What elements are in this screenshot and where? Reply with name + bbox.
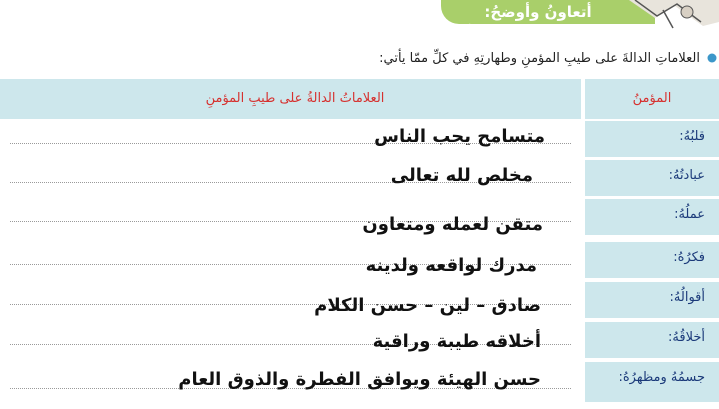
row-label-sayings	[585, 282, 719, 318]
header-signs-text: العلاماتُ الدالةُ على طيبِ المؤمنِ	[205, 91, 385, 106]
bullet-icon	[706, 52, 718, 64]
row-label-thought	[585, 242, 719, 278]
row-label-morals	[585, 322, 719, 358]
row-label-work	[585, 199, 719, 235]
header-believer-text: المؤمنُ	[632, 91, 672, 106]
row-label-text: أخلاقُهُ:	[668, 330, 705, 345]
row-label-heart	[585, 121, 719, 157]
answer-text: حسن الهيئة ويوافق الفطرة والذوق العام	[178, 369, 541, 390]
answer-row	[0, 242, 581, 278]
instruction-text: العلاماتِ الدالةَ على طيبِ المؤمنِ وطهارتِهِ في كلِّ ممّا يأتي:	[379, 51, 700, 66]
answer-row	[0, 322, 581, 358]
answer-text: صادق – لين – حسن الكلام	[314, 295, 541, 316]
header-cell-believer	[585, 79, 719, 119]
column-divider	[581, 79, 585, 409]
answer-row	[0, 362, 581, 402]
answer-text: متقن لعمله ومتعاون	[362, 214, 543, 235]
row-label-text: قلبُهُ:	[679, 129, 705, 144]
answer-row	[0, 160, 581, 196]
answer-text: متسامح يحب الناس	[374, 126, 545, 147]
row-label-body	[585, 362, 719, 402]
answer-row	[0, 282, 581, 318]
row-label-text: أقوالُهُ:	[669, 290, 705, 305]
signs-table	[0, 79, 719, 409]
row-label-text: فكرُهُ:	[673, 250, 705, 265]
header-cell-signs	[0, 79, 581, 119]
answer-text: مخلص لله تعالى	[390, 165, 533, 186]
answer-text: أخلاقه طيبة وراقية	[372, 331, 541, 352]
answer-text: مدرك لواقعه ولدينه	[365, 255, 537, 276]
answer-row	[0, 199, 581, 235]
section-banner	[455, 0, 719, 30]
row-label-worship	[585, 160, 719, 196]
row-label-text: جسمُهُ ومظهرُهُ:	[618, 370, 705, 385]
cartoon-figure-icon	[615, 0, 719, 30]
row-label-text: عملُهُ:	[674, 207, 705, 222]
banner-title: أتعاونُ وأوضحُ:	[484, 3, 592, 21]
row-label-text: عبادتُهُ:	[668, 168, 705, 183]
answer-row	[0, 121, 581, 157]
